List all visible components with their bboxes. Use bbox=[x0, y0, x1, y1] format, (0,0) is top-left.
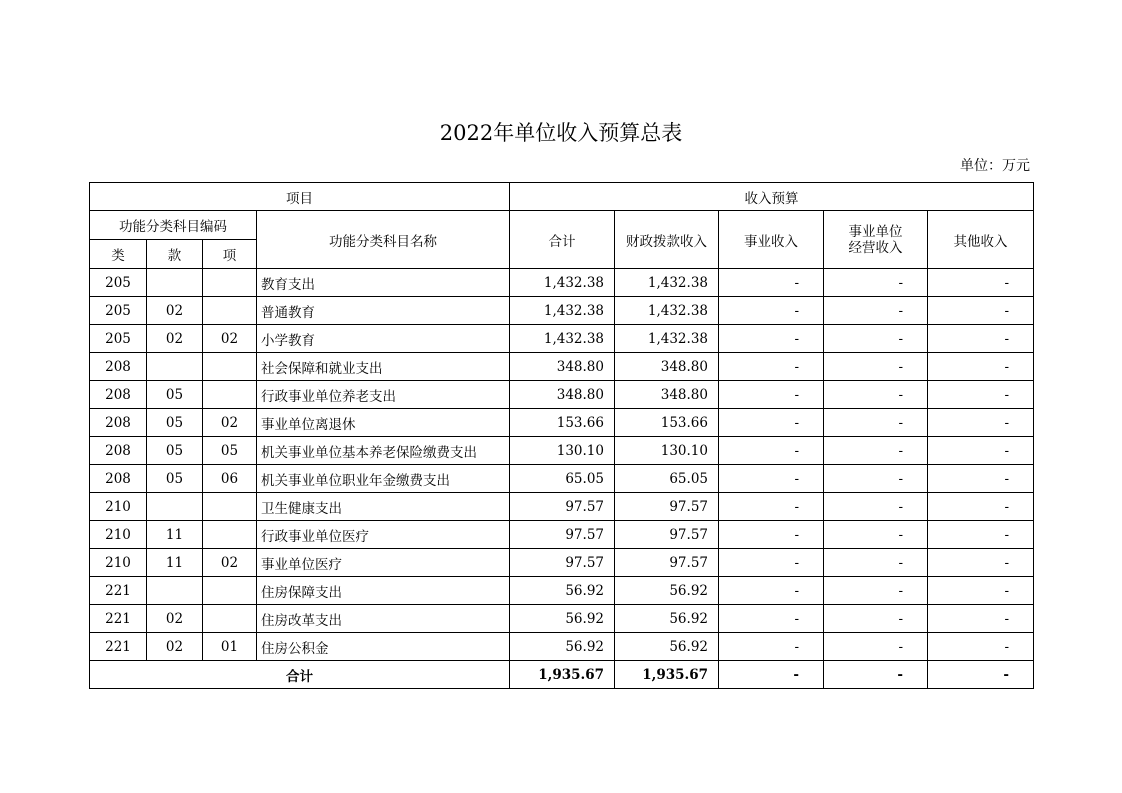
cell-business: - bbox=[719, 325, 824, 353]
cell-lei: 221 bbox=[90, 577, 147, 605]
cell-operating: - bbox=[824, 269, 928, 297]
cell-other: - bbox=[928, 437, 1034, 465]
cell-lei: 205 bbox=[90, 269, 147, 297]
cell-fiscal: 97.57 bbox=[615, 521, 719, 549]
total-sum: 1,935.67 bbox=[510, 661, 615, 689]
header-operating-line1: 事业单位 bbox=[848, 223, 903, 240]
cell-operating: - bbox=[824, 493, 928, 521]
header-income-budget: 收入预算 bbox=[510, 183, 1034, 211]
cell-fiscal: 56.92 bbox=[615, 577, 719, 605]
cell-operating: - bbox=[824, 325, 928, 353]
total-label: 合计 bbox=[90, 661, 510, 689]
cell-kuan bbox=[147, 353, 203, 381]
cell-fiscal: 348.80 bbox=[615, 381, 719, 409]
cell-fiscal: 56.92 bbox=[615, 633, 719, 661]
header-fiscal: 财政拨款收入 bbox=[615, 211, 719, 269]
cell-lei: 208 bbox=[90, 381, 147, 409]
header-total: 合计 bbox=[510, 211, 615, 269]
cell-other: - bbox=[928, 465, 1034, 493]
table-row bbox=[90, 437, 1034, 465]
cell-kuan: 05 bbox=[147, 409, 203, 437]
header-code-group: 功能分类科目编码 bbox=[90, 211, 257, 240]
cell-operating: - bbox=[824, 633, 928, 661]
cell-fiscal: 97.57 bbox=[615, 493, 719, 521]
cell-total: 56.92 bbox=[510, 633, 615, 661]
header-row-2 bbox=[90, 211, 1034, 240]
table-row bbox=[90, 325, 1034, 353]
cell-fiscal: 348.80 bbox=[615, 353, 719, 381]
cell-total: 1,432.38 bbox=[510, 325, 615, 353]
header-kuan: 款 bbox=[147, 240, 203, 269]
cell-total: 348.80 bbox=[510, 353, 615, 381]
cell-fiscal: 1,432.38 bbox=[615, 297, 719, 325]
cell-operating: - bbox=[824, 353, 928, 381]
cell-other: - bbox=[928, 269, 1034, 297]
total-other: - bbox=[928, 661, 1034, 689]
cell-total: 1,432.38 bbox=[510, 297, 615, 325]
cell-xiang: 01 bbox=[203, 633, 257, 661]
cell-lei: 205 bbox=[90, 325, 147, 353]
cell-other: - bbox=[928, 521, 1034, 549]
cell-name: 机关事业单位基本养老保险缴费支出 bbox=[257, 437, 510, 465]
cell-operating: - bbox=[824, 437, 928, 465]
cell-total: 130.10 bbox=[510, 437, 615, 465]
cell-business: - bbox=[719, 493, 824, 521]
cell-kuan: 11 bbox=[147, 521, 203, 549]
cell-xiang: 05 bbox=[203, 437, 257, 465]
table-row bbox=[90, 577, 1034, 605]
cell-other: - bbox=[928, 325, 1034, 353]
cell-total: 65.05 bbox=[510, 465, 615, 493]
cell-total: 97.57 bbox=[510, 493, 615, 521]
cell-operating: - bbox=[824, 381, 928, 409]
cell-other: - bbox=[928, 577, 1034, 605]
cell-business: - bbox=[719, 633, 824, 661]
cell-kuan: 05 bbox=[147, 465, 203, 493]
cell-business: - bbox=[719, 409, 824, 437]
page-title: 2022年单位收入预算总表 bbox=[439, 121, 683, 145]
total-row bbox=[90, 661, 1034, 689]
cell-xiang bbox=[203, 493, 257, 521]
cell-other: - bbox=[928, 549, 1034, 577]
header-operating-line2: 经营收入 bbox=[848, 239, 903, 256]
table-row bbox=[90, 465, 1034, 493]
cell-total: 348.80 bbox=[510, 381, 615, 409]
cell-xiang bbox=[203, 353, 257, 381]
table-row bbox=[90, 269, 1034, 297]
cell-xiang: 02 bbox=[203, 325, 257, 353]
table-row bbox=[90, 549, 1034, 577]
cell-business: - bbox=[719, 577, 824, 605]
cell-lei: 208 bbox=[90, 465, 147, 493]
cell-name: 行政事业单位医疗 bbox=[257, 521, 510, 549]
cell-lei: 210 bbox=[90, 549, 147, 577]
cell-business: - bbox=[719, 381, 824, 409]
cell-kuan bbox=[147, 577, 203, 605]
table-row bbox=[90, 409, 1034, 437]
cell-business: - bbox=[719, 465, 824, 493]
cell-fiscal: 1,432.38 bbox=[615, 325, 719, 353]
cell-fiscal: 1,432.38 bbox=[615, 269, 719, 297]
cell-fiscal: 97.57 bbox=[615, 549, 719, 577]
cell-other: - bbox=[928, 605, 1034, 633]
cell-other: - bbox=[928, 493, 1034, 521]
cell-xiang bbox=[203, 605, 257, 633]
cell-other: - bbox=[928, 409, 1034, 437]
cell-lei: 208 bbox=[90, 437, 147, 465]
cell-business: - bbox=[719, 297, 824, 325]
cell-other: - bbox=[928, 353, 1034, 381]
cell-name: 社会保障和就业支出 bbox=[257, 353, 510, 381]
table-row bbox=[90, 297, 1034, 325]
cell-kuan: 11 bbox=[147, 549, 203, 577]
table-row bbox=[90, 493, 1034, 521]
cell-business: - bbox=[719, 269, 824, 297]
cell-operating: - bbox=[824, 549, 928, 577]
cell-name: 事业单位医疗 bbox=[257, 549, 510, 577]
cell-name: 小学教育 bbox=[257, 325, 510, 353]
cell-name: 机关事业单位职业年金缴费支出 bbox=[257, 465, 510, 493]
cell-business: - bbox=[719, 605, 824, 633]
cell-total: 56.92 bbox=[510, 605, 615, 633]
cell-name: 住房保障支出 bbox=[257, 577, 510, 605]
header-xiang: 项 bbox=[203, 240, 257, 269]
cell-name: 卫生健康支出 bbox=[257, 493, 510, 521]
cell-xiang bbox=[203, 297, 257, 325]
cell-lei: 208 bbox=[90, 353, 147, 381]
cell-xiang: 06 bbox=[203, 465, 257, 493]
cell-name: 住房改革支出 bbox=[257, 605, 510, 633]
cell-xiang: 02 bbox=[203, 549, 257, 577]
cell-name: 行政事业单位养老支出 bbox=[257, 381, 510, 409]
header-business: 事业收入 bbox=[719, 211, 824, 269]
unit-label: 单位：万元 bbox=[960, 158, 1030, 174]
cell-business: - bbox=[719, 549, 824, 577]
table-row bbox=[90, 353, 1034, 381]
header-operating bbox=[824, 211, 928, 269]
cell-fiscal: 56.92 bbox=[615, 605, 719, 633]
cell-lei: 210 bbox=[90, 521, 147, 549]
header-name-col: 功能分类科目名称 bbox=[257, 211, 510, 269]
header-project: 项目 bbox=[90, 183, 510, 211]
cell-other: - bbox=[928, 381, 1034, 409]
header-other: 其他收入 bbox=[928, 211, 1034, 269]
cell-fiscal: 130.10 bbox=[615, 437, 719, 465]
cell-business: - bbox=[719, 521, 824, 549]
cell-name: 住房公积金 bbox=[257, 633, 510, 661]
cell-lei: 221 bbox=[90, 633, 147, 661]
table-row bbox=[90, 381, 1034, 409]
cell-business: - bbox=[719, 353, 824, 381]
cell-xiang: 02 bbox=[203, 409, 257, 437]
cell-kuan: 05 bbox=[147, 381, 203, 409]
cell-fiscal: 65.05 bbox=[615, 465, 719, 493]
cell-total: 153.66 bbox=[510, 409, 615, 437]
cell-business: - bbox=[719, 437, 824, 465]
cell-other: - bbox=[928, 633, 1034, 661]
cell-name: 普通教育 bbox=[257, 297, 510, 325]
cell-lei: 221 bbox=[90, 605, 147, 633]
cell-name: 教育支出 bbox=[257, 269, 510, 297]
budget-table bbox=[89, 182, 1034, 689]
cell-lei: 210 bbox=[90, 493, 147, 521]
total-business: - bbox=[719, 661, 824, 689]
cell-total: 97.57 bbox=[510, 549, 615, 577]
cell-name: 事业单位离退休 bbox=[257, 409, 510, 437]
cell-lei: 208 bbox=[90, 409, 147, 437]
cell-operating: - bbox=[824, 577, 928, 605]
cell-operating: - bbox=[824, 297, 928, 325]
table-row bbox=[90, 633, 1034, 661]
cell-kuan bbox=[147, 493, 203, 521]
cell-xiang bbox=[203, 577, 257, 605]
cell-xiang bbox=[203, 269, 257, 297]
cell-xiang bbox=[203, 521, 257, 549]
cell-total: 56.92 bbox=[510, 577, 615, 605]
header-row-1 bbox=[90, 183, 1034, 211]
cell-kuan: 02 bbox=[147, 297, 203, 325]
total-fiscal: 1,935.67 bbox=[615, 661, 719, 689]
total-operating: - bbox=[824, 661, 928, 689]
table-row bbox=[90, 521, 1034, 549]
cell-kuan: 02 bbox=[147, 605, 203, 633]
cell-kuan bbox=[147, 269, 203, 297]
cell-operating: - bbox=[824, 605, 928, 633]
cell-kuan: 02 bbox=[147, 325, 203, 353]
cell-fiscal: 153.66 bbox=[615, 409, 719, 437]
cell-operating: - bbox=[824, 521, 928, 549]
header-lei: 类 bbox=[90, 240, 147, 269]
cell-other: - bbox=[928, 297, 1034, 325]
cell-operating: - bbox=[824, 465, 928, 493]
cell-total: 97.57 bbox=[510, 521, 615, 549]
cell-total: 1,432.38 bbox=[510, 269, 615, 297]
cell-xiang bbox=[203, 381, 257, 409]
table-row bbox=[90, 605, 1034, 633]
cell-operating: - bbox=[824, 409, 928, 437]
cell-kuan: 05 bbox=[147, 437, 203, 465]
cell-lei: 205 bbox=[90, 297, 147, 325]
cell-kuan: 02 bbox=[147, 633, 203, 661]
